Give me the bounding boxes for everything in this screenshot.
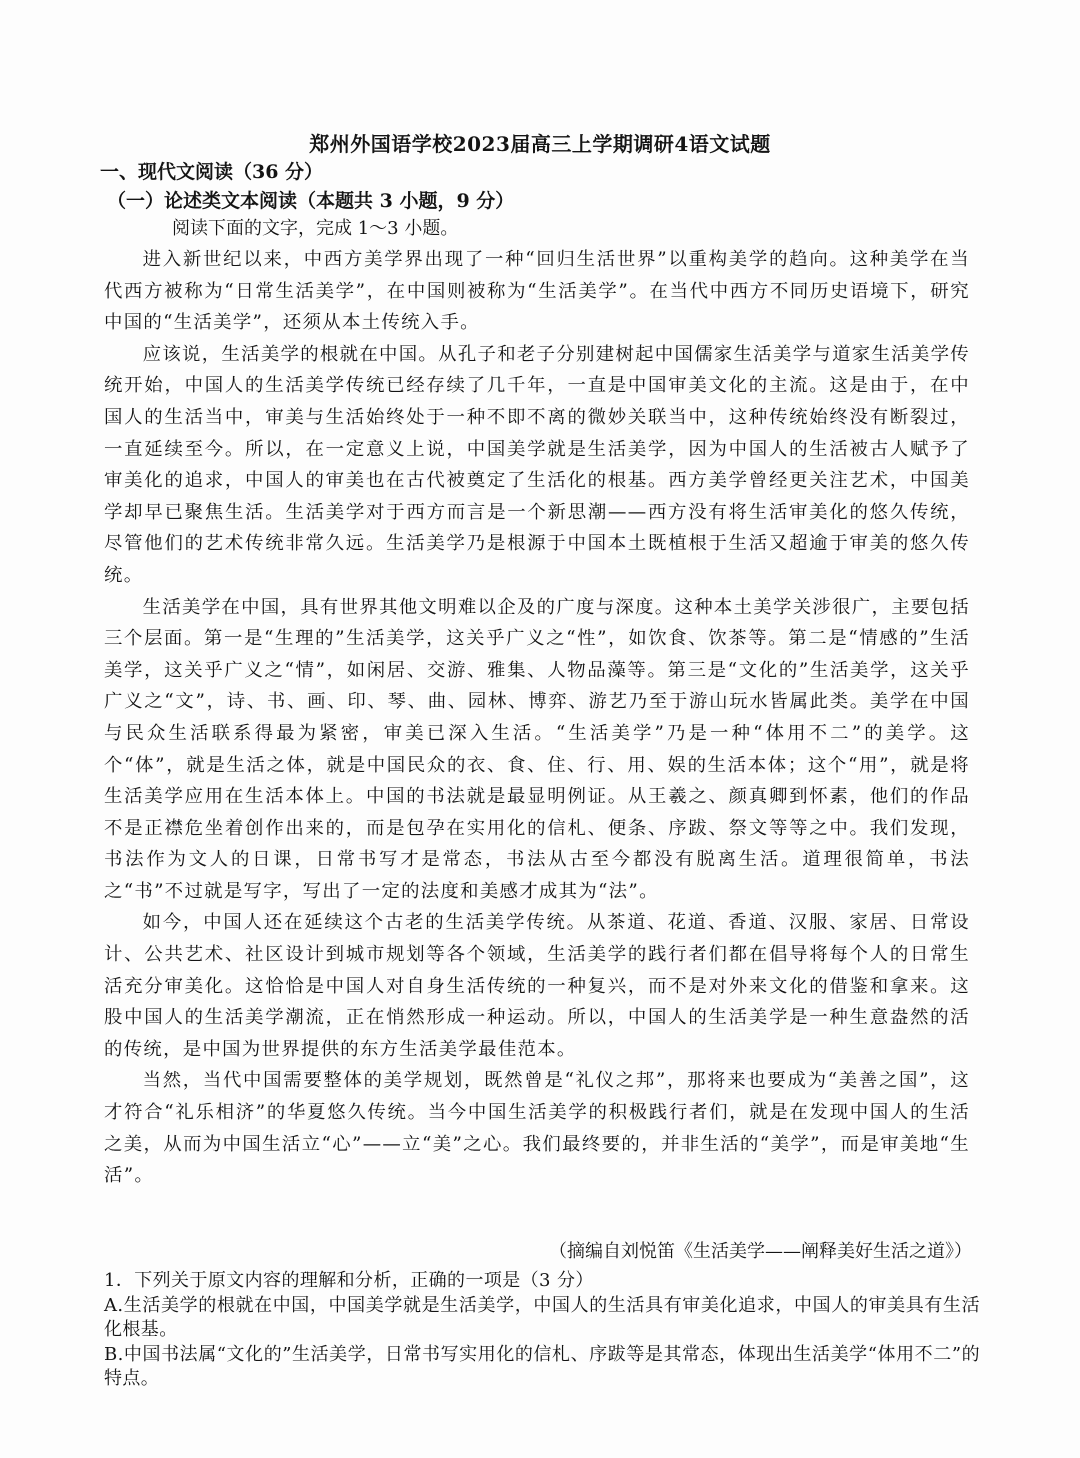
question-1-stem: 1．下列关于原文内容的理解和分析，正确的一项是（3 分）: [104, 1270, 594, 1291]
section-heading: 一、现代文阅读（36 分）: [100, 161, 324, 183]
question-1-option-a: A.生活美学的根就在中国，中国美学就是生活美学，中国人的生活具有审美化追求，中国人的审美具有生活化根基。: [104, 1294, 980, 1340]
question-block: [104, 1269, 980, 1392]
passage-paragraph-4: 如今，中国人还在延续这个古老的生活美学传统。从茶道、花道、香道、汉服、家居、日常设计、公共艺术、社区设计到城市规划等各个领域，生活美学的践行者们都在倡导将每个人的日常生活充分审美化。这恰恰是中国人对自身生活传统的一种复兴，而不是对外来文化的借鉴和拿来。这股中国人的生活美学潮流，正在悄然形成一种运动。所以，中国人的生活美学是一种生意盎然的活的传统，是中国为世界提供的东方生活美学最佳范本。: [104, 912, 970, 1060]
passage-source: （摘编自刘悦笛《生活美学——阐释美好生活之道》）: [549, 1241, 972, 1262]
passage-paragraph-5: 当然，当代中国需要整体的美学规划，既然曾是“礼仪之邦”，那将来也要成为“美善之国”，这才符合“礼乐相济”的华夏悠久传统。当今中国生活美学的积极践行者们，就是在发现中国人的生活之美，从而为中国生活立“心”——立“美”之心。我们最终要的，并非生活的“美学”，而是审美地“生活”。: [104, 1070, 970, 1187]
reading-instruction: 阅读下面的文字，完成 1～3 小题。: [172, 218, 459, 239]
passage-paragraph-3: 生活美学在中国，具有世界其他文明难以企及的广度与深度。这种本土美学关涉很广，主要包括三个层面。第一是“生理的”生活美学，这关乎广义之“性”，如饮食、饮茶等。第二是“情感的”生活美学，这关乎广义之“情”，如闲居、交游、雅集、人物品藻等。第三是“文化的”生活美学，这关乎广义之“文”，诗、书、画、印、琴、曲、园林、博弈、游艺乃至于游山玩水皆属此类。美学在中国与民众生活联系得最为紧密，审美已深入生活。“生活美学”乃是一种“体用不二”的美学。这个“体”，就是生活之体，就是中国民众的衣、食、住、行、用、娱的生活本体；这个“用”，就是将生活美学应用在生活本体上。中国的书法就是最显明例证。从王羲之、颜真卿到怀素，他们的作品不是正襟危坐着创作出来的，而是包孕在实用化的信札、便条、序跋、祭文等等之中。我们发现，书法作为文人的日课，日常书写才是常态，书法从古至今都没有脱离生活。道理很简单，书法之“书”不过就是写字，写出了一定的法度和美感才成其为“法”。: [104, 596, 970, 902]
passage-paragraph-2: 应该说，生活美学的根就在中国。从孔子和老子分别建树起中国儒家生活美学与道家生活美学传统开始，中国人的生活美学传统已经存续了几千年，一直是中国审美文化的主流。这是由于，在中国人的生活当中，审美与生活始终处于一种不即不离的微妙关联当中，这种传统始终没有断裂过，一直延续至今。所以，在一定意义上说，中国美学就是生活美学，因为中国人的生活被古人赋予了审美化的追求，中国人的审美也在古代被奠定了生活化的根基。西方美学曾经更关注艺术，中国美学却早已聚焦生活。生活美学对于西方而言是一个新思潮——西方没有将生活审美化的悠久传统，尽管他们的艺术传统非常久远。生活美学乃是根源于中国本土既植根于生活又超逾于审美的悠久传统。: [104, 343, 970, 586]
passage-paragraph-1: 进入新世纪以来，中西方美学界出现了一种“回归生活世界”以重构美学的趋向。这种美学在当代西方被称为“日常生活美学”，在中国则被称为“生活美学”。在当代中西方不同历史语境下，研究中国的“生活美学”，还须从本土传统入手。: [104, 249, 970, 334]
reading-passage: [104, 244, 970, 1192]
subsection-heading: （一）论述类文本阅读（本题共 3 小题，9 分）: [107, 190, 515, 212]
exam-title: 郑州外国语学校2023届高三上学期调研4语文试题: [309, 132, 771, 156]
question-1-option-b: B.中国书法属“文化的”生活美学，日常书写实用化的信札、序跋等是其常态，体现出生活美学“体用不二”的特点。: [104, 1343, 980, 1389]
